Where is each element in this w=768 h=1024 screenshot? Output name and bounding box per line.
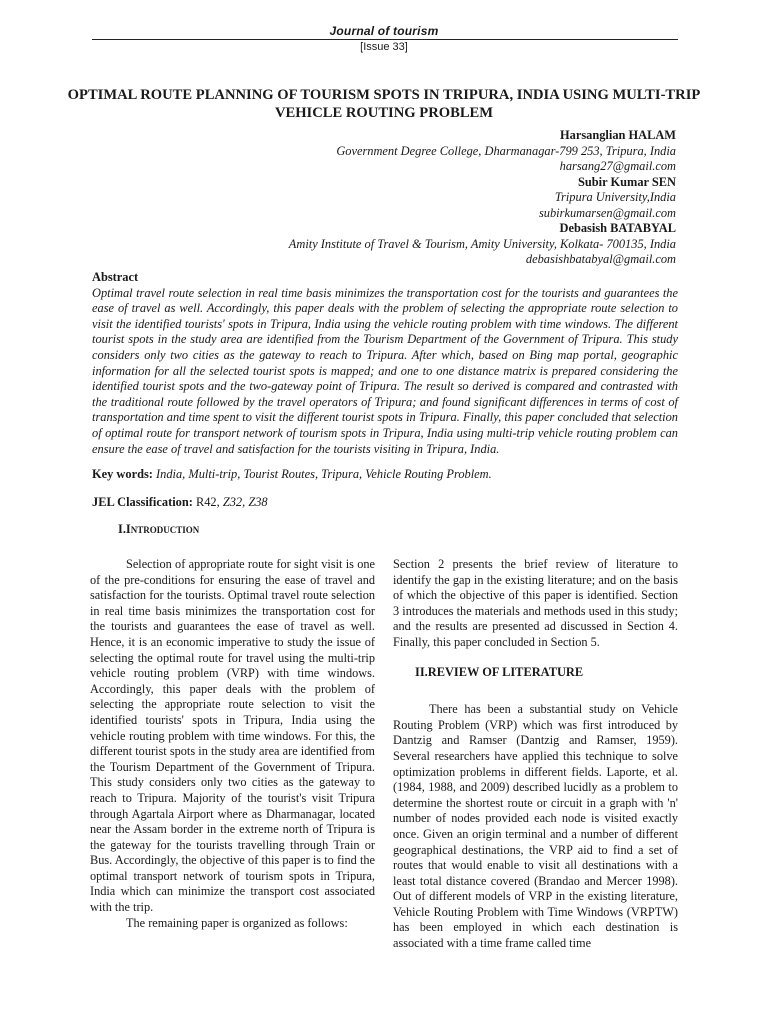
author-name: Harsanglian HALAM (560, 128, 676, 142)
jel-label: JEL Classification: (92, 495, 193, 509)
author-affiliation: Government Degree College, Dharmanagar-799 253, Tripura, India (336, 143, 676, 158)
keywords-label: Key words: (92, 467, 153, 481)
jel-code: R42, (195, 495, 220, 509)
author-name: Debasish BATABYAL (559, 221, 676, 235)
author-affiliation: Amity Institute of Travel & Tourism, Amity University, Kolkata- 700135, India (288, 236, 676, 251)
abstract-heading: Abstract (92, 270, 139, 284)
author-block (116, 128, 676, 268)
section-heading-review: II.REVIEW OF LITERATURE (415, 664, 584, 679)
abstract-text: Optimal travel route selection in real time basis minimizes the transportation cost for the tourists and guarantees the ease of travel as well. Accordingly, this paper deals with the problem of selecting the appropriate route selection to visit the identified tourists' spots in Tripura, India using the vehicle routing problem with time windows. The different tourist spots in the study area are identified from the Tourism Department of the Government of Tripura. This study considers only two cities as the gateway to reach to Tripura. After which, based on Bing map portal, geographic information for all the selected tourist spots is mapped; and one to one distance matrix is prepared considering the identified tourist spots and the two-gateway point of Tripura. The result so derived is compared and contrasted with the traditional route followed by the travel operators of Tripura; and found significant differences in terms of cost of transportation and time spent to visit the different tourist spots in Tripura. Finally, this paper concluded that selection of optimal route for transport network of tourism spots in Tripura, India using multi-trip vehicle routing problem can ensure the ease of travel and satisfaction for the tourists visiting in Tripura, India. (92, 285, 678, 456)
paragraph: There has been a substantial study on Vehicle Routing Problem (VRP) which was first introduced by Dantzig and Ramser (Dantzig and Ramser, 1959). Several researchers have applied this technique to solve optimization problems in different fields. Laporte, et al. (1984, 1988, and 2009) described lucidly as a problem to determine the shortest route or circuit in a graph with 'n' number of nodes provided each node is visited exactly once. Given an origin terminal and a number of different geographical destinations, the VRP aid to find a set of routes that would enable to visit all destinations with a least total distance covered (Brandao and Mercer 1998). Out of different models of VRP in the existing literature, Vehicle Routing Problem with Time Windows (VRPTW) has been employed in which each destination is associated with a time frame called time (393, 702, 678, 951)
header-rule (92, 39, 678, 40)
section-heading-introduction: I.Introduction (118, 522, 200, 536)
jel-code: Z32, (222, 495, 246, 509)
paragraph: Selection of appropriate route for sight visit is one of the pre-conditions for ensuring the ease of travel and satisfaction for the tourists. Optimal travel route selection in real time basis minimizes the transportation cost for the tourists and guarantees the ease of travel as well. Hence, it is an economic imperative to study the issue of selecting the optimal route for travel using the multi-trip vehicle routing problem (VRP) with time windows. Accordingly, this paper deals with the problem of selecting the appropriate route selection to visit the identified tourists' spots in Tripura, India using the vehicle routing problem with time windows. For this, the different tourist spots in the study area are identified from the Tourism Department of the Government of Tripura. This study considers only two cities as the gateway to reach to Tripura. Majority of the tourist's visit Tripura through Agartala Airport where as Dharmanagar, located near the Assam border in the extreme north of Tripura is the gateway for the tourists travelling through Train or Bus. Accordingly, the objective of this paper is to find the optimal transport network of tourism spots in Tripura, India which can minimize the transport cost associated with the trip. (90, 557, 375, 915)
issue-number: [Issue 33] (360, 41, 408, 53)
author-email[interactable]: debasishbatabyal@gmail.com (525, 252, 676, 266)
jel-code: Z38 (248, 495, 268, 509)
right-column (393, 557, 678, 952)
jel-classification (92, 494, 678, 510)
author-affiliation: Tripura University,India (554, 190, 676, 204)
paragraph: The remaining paper is organized as follows: (126, 915, 348, 930)
keywords (92, 466, 678, 482)
keywords-value: India, Multi-trip, Tourist Routes, Tripura, Vehicle Routing Problem. (156, 467, 492, 481)
author-email[interactable]: subirkumarsen@gmail.com (538, 205, 676, 220)
paragraph: Section 2 presents the brief review of literature to identify the gap in the existing literature; and on the basis of which the objective of this paper is identified. Section 3 introduces the materials and methods used in this study; and the results are presented ad discussed in Section 4. Finally, this paper concluded in Section 5. (393, 557, 678, 649)
journal-name: Journal of tourism (329, 24, 439, 38)
paper-title: OPTIMAL ROUTE PLANNING OF TOURISM SPOTS IN TRIPURA, INDIA USING MULTI-TRIP VEHICLE ROUTING PROBLEM (67, 87, 701, 121)
author-name: Subir Kumar SEN (577, 174, 676, 189)
abstract (92, 270, 678, 457)
left-column (90, 557, 375, 931)
author-email[interactable]: harsang27@gmail.com (559, 159, 676, 173)
